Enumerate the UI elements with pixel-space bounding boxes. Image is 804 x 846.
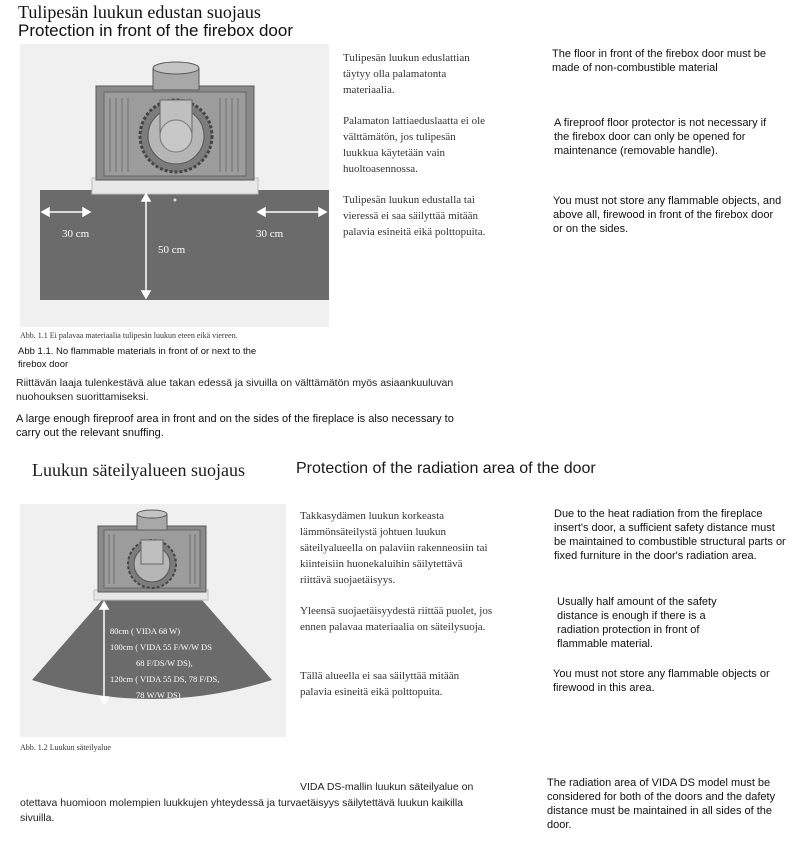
section2-title-en: Protection of the radiation area of the door	[296, 460, 596, 477]
s2-en-para-1: Due to the heat radiation from the fireplace insert's door, a sufficient safety distance must be maintained to combustible structural parts or fixed furniture in the door's radiation area.	[554, 508, 786, 562]
figure1-caption-fi: Abb. 1.1 Ei palavaa materiaalia tulipesän luukun eteen eikä viereen.	[20, 331, 238, 340]
stove-illustration	[96, 62, 254, 180]
s1-fi-para-3: Tulipesän luukun edustalla tai vieressä ei saa säilyttää mitään palavia esineitä eikä polttopuita.	[343, 194, 486, 238]
s2-note-fi-1: VIDA DS-mallin luukun säteilyalue on	[300, 781, 474, 793]
s2-fi-para-2: Yleensä suojaetäisyydestä riittää puolet, jos ennen palavaa materiaalia on säteilysuoja.	[300, 605, 493, 633]
s1-en-para-1: The floor in front of the firebox door must be made of non-combustible material	[552, 48, 767, 74]
figure1-caption-en-2: firebox door	[18, 359, 69, 370]
s2-fi-para-1: Takkasydämen luukun korkeasta lämmönsäteilystä johtuen luukun säteilyalueella on palaviin rakenneosiin tai kiinteisiin huonekaluihin säilytettävä riittävä suojaetäisyys.	[300, 510, 488, 586]
radiation-label-3: 68 F/DS/W DS),	[136, 658, 193, 668]
section2-title-fi: Luukun säteilyalueen suojaus	[32, 460, 245, 480]
figure-radiation-area	[20, 504, 286, 737]
s2-en-para-2: Usually half amount of the safety distance is enough if there is a radiation protection in front of flammable material.	[557, 596, 717, 650]
section1-title-fi: Tulipesän luukun edustan suojaus	[18, 2, 261, 22]
figure-firebox-floor	[20, 44, 329, 327]
s1-en-para-2: A fireproof floor protector is not necessary if the firebox door can only be opened for maintenance (removable handle).	[554, 117, 767, 157]
figure2-caption-fi: Abb. 1.2 Luukun säteilyalue	[20, 743, 111, 752]
s2-note-fi-3: sivuilla.	[20, 812, 55, 824]
s2-fi-para-3: Tällä alueella ei saa säilyttää mitään palavia esineitä eikä polttopuita.	[300, 670, 460, 698]
s1-fi-para-1: Tulipesän luukun eduslattian täytyy olla palamatonta materiaalia.	[343, 52, 470, 96]
stove-illustration-small	[98, 510, 206, 592]
left-distance-label: 30 cm	[62, 228, 90, 240]
figure1-caption-en-1: Abb 1.1. No flammable materials in front of or next to the	[18, 346, 257, 357]
radiation-label-5: 78 W/W DS)	[136, 690, 181, 700]
s2-note-fi-2: otettava huomioon molempien luukkujen yhteydessä ja turvaetäisyys säilytettävä luukun kaikilla	[20, 797, 463, 809]
s2-note-en: The radiation area of VIDA DS model must be considered for both of the doors and the dafety distance must be maintained in all sides of the door.	[547, 777, 776, 831]
section1-title-en: Protection in front of the firebox door	[18, 21, 293, 40]
radiation-area-diagram	[20, 504, 286, 737]
radiation-label-1: 80cm ( VIDA 68 W)	[110, 626, 181, 636]
radiation-label-4: 120cm ( VIDA 55 DS, 78 F/DS,	[110, 674, 220, 684]
firebox-floor-diagram	[20, 44, 329, 327]
s1-en-para-3: You must not store any flammable objects, and above all, firewood in front of the firebox door or on the sides.	[553, 195, 782, 235]
s2-en-para-3: You must not store any flammable objects or firewood in this area.	[553, 668, 770, 694]
s1-note-en: A large enough fireproof area in front and on the sides of the fireplace is also necessary to carry out the relevant snuffing.	[16, 413, 454, 439]
s1-note-fi: Riittävän laaja tulenkestävä alue takan edessä ja sivuilla on välttämätön myös asiaankuuluvan nuohouksen suorittamiseksi.	[16, 377, 454, 403]
radiation-label-2: 100cm ( VIDA 55 F/W/W DS	[110, 642, 212, 652]
front-distance-label: 50 cm	[158, 244, 186, 256]
s1-fi-para-2: Palamaton lattiaeduslaatta ei ole välttämätön, jos tulipesän luukkua käytetään vain huoltoasennossa.	[343, 115, 486, 175]
right-distance-label: 30 cm	[256, 228, 284, 240]
